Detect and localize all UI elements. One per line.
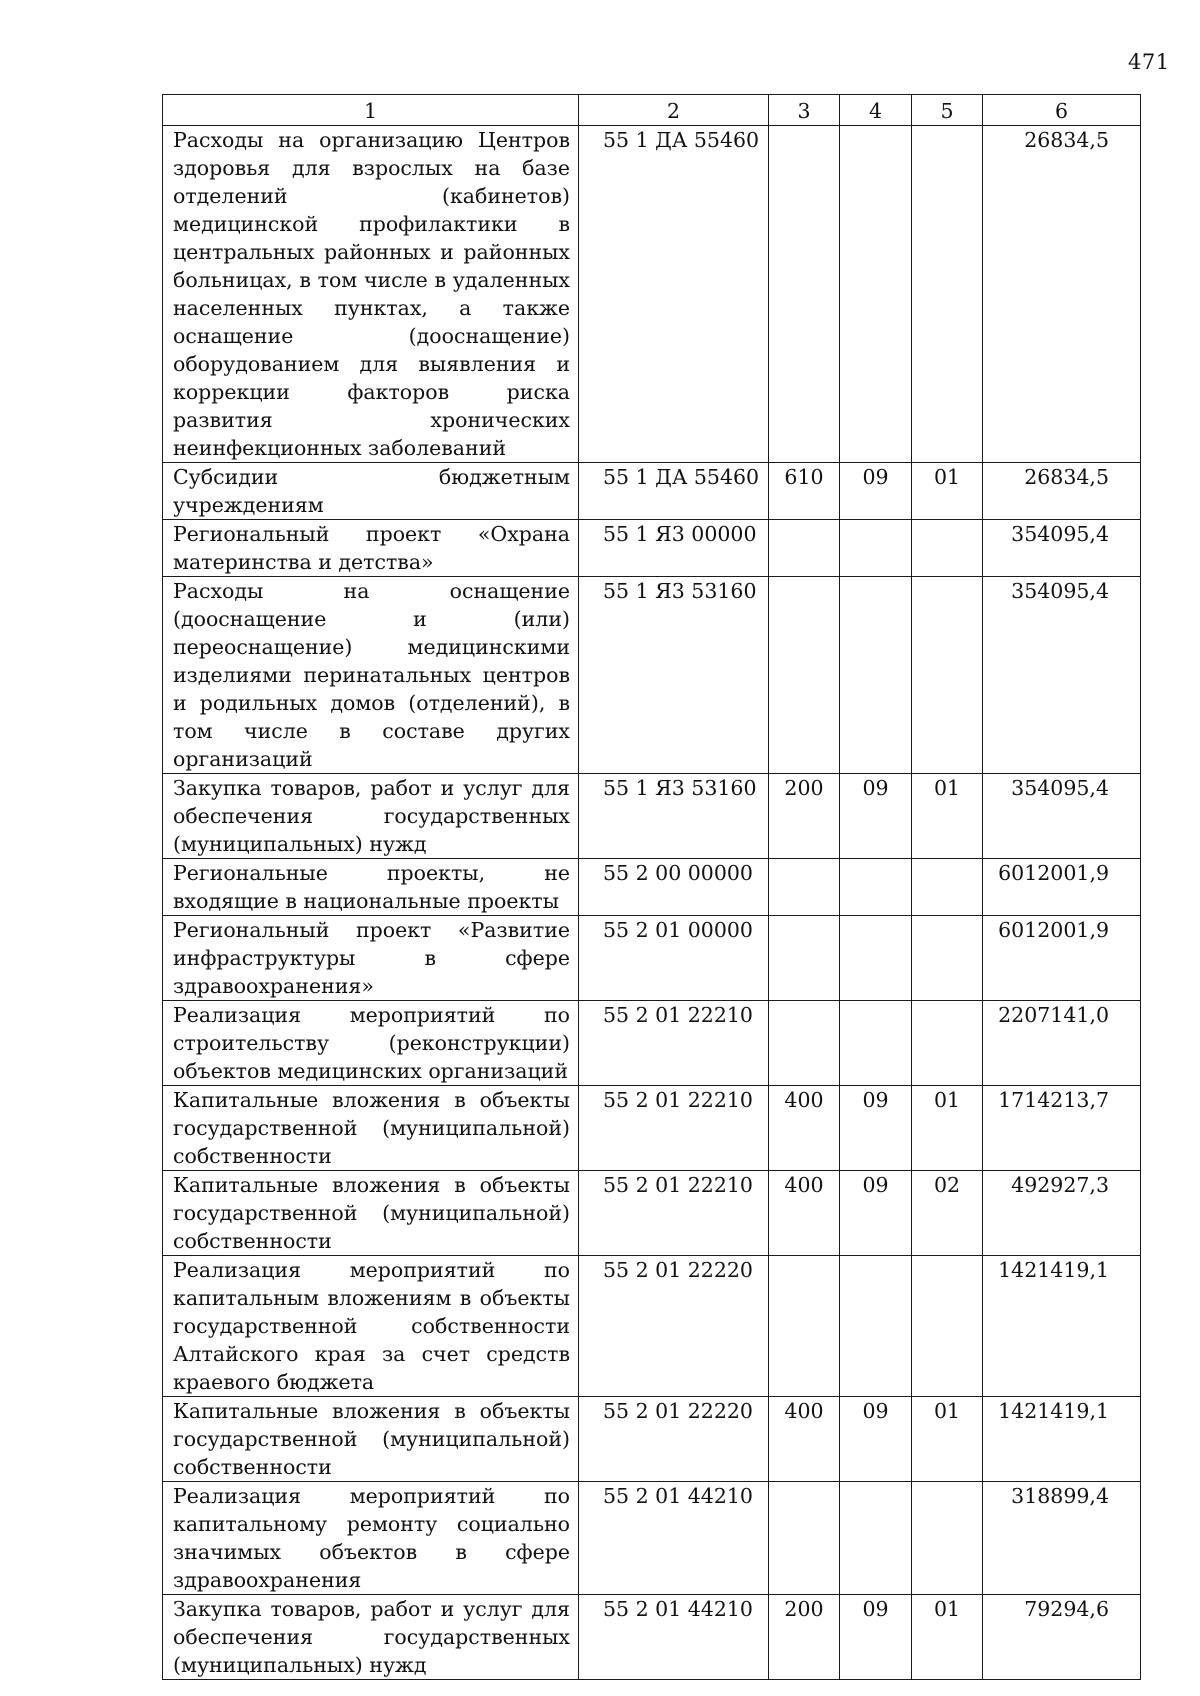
subsection-code [912,916,983,1001]
subsection-code [912,126,983,463]
header-col-1: 1 [163,95,579,126]
section-code: 09 [840,1171,912,1256]
section-code [840,859,912,916]
table-row [163,1256,1141,1397]
table-row [163,774,1141,859]
row-description: Расходы на оснащение (дооснащение и (или) переоснащение) медицинскими изделиями перинатальных центров и родильных домов (отделений), в том числе в составе других организаций [163,577,579,774]
amount-value: 6012001,9 [983,916,1141,1001]
table-row [163,1482,1141,1595]
expense-type-code [769,859,840,916]
row-description: Региональные проекты, не входящие в национальные проекты [163,859,579,916]
page-number: 471 [1128,50,1170,74]
table-body [163,126,1141,1680]
row-description: Закупка товаров, работ и услуг для обеспечения государственных (муниципальных) нужд [163,1595,579,1680]
amount-value: 2207141,0 [983,1001,1141,1086]
target-article-code: 55 2 01 22220 [579,1397,769,1482]
expense-type-code [769,916,840,1001]
subsection-code: 01 [912,463,983,520]
target-article-code: 55 2 01 22220 [579,1256,769,1397]
target-article-code: 55 1 ДА 55460 [579,463,769,520]
expense-type-code: 200 [769,1595,840,1680]
target-article-code: 55 2 01 22210 [579,1086,769,1171]
header-col-2: 2 [579,95,769,126]
expense-type-code: 200 [769,774,840,859]
section-code: 09 [840,774,912,859]
amount-value: 6012001,9 [983,859,1141,916]
section-code [840,1256,912,1397]
section-code [840,916,912,1001]
amount-value: 26834,5 [983,126,1141,463]
expense-type-code [769,520,840,577]
expense-type-code [769,1001,840,1086]
header-col-6: 6 [983,95,1141,126]
expense-type-code: 400 [769,1171,840,1256]
subsection-code [912,1482,983,1595]
budget-allocation-table [162,94,1141,1680]
section-code: 09 [840,1086,912,1171]
subsection-code [912,520,983,577]
row-description: Реализация мероприятий по капитальным вложениям в объекты государственной собственности Алтайского края за счет средств краевого бюджета [163,1256,579,1397]
table-row [163,1397,1141,1482]
target-article-code: 55 2 01 44210 [579,1482,769,1595]
row-description: Региональный проект «Развитие инфраструктуры в сфере здравоохранения» [163,916,579,1001]
expense-type-code [769,577,840,774]
target-article-code: 55 2 01 22210 [579,1001,769,1086]
amount-value: 26834,5 [983,463,1141,520]
table-header-row [163,95,1141,126]
row-description: Капитальные вложения в объекты государственной (муниципальной) собственности [163,1086,579,1171]
target-article-code: 55 2 01 00000 [579,916,769,1001]
subsection-code: 02 [912,1171,983,1256]
row-description: Реализация мероприятий по капитальному ремонту социально значимых объектов в сфере здравоохранения [163,1482,579,1595]
header-col-3: 3 [769,95,840,126]
section-code: 09 [840,463,912,520]
amount-value: 492927,3 [983,1171,1141,1256]
row-description: Закупка товаров, работ и услуг для обеспечения государственных (муниципальных) нужд [163,774,579,859]
section-code [840,1482,912,1595]
target-article-code: 55 2 01 44210 [579,1595,769,1680]
table-row [163,126,1141,463]
amount-value: 354095,4 [983,520,1141,577]
section-code [840,1001,912,1086]
expense-type-code: 400 [769,1086,840,1171]
section-code: 09 [840,1595,912,1680]
section-code: 09 [840,1397,912,1482]
subsection-code [912,859,983,916]
target-article-code: 55 1 ДА 55460 [579,126,769,463]
row-description: Расходы на организацию Центров здоровья для взрослых на базе отделений (кабинетов) медицинской профилактики в центральных районных и районных больницах, в том числе в удаленных населенных пунктах, а также оснащение (дооснащение) оборудованием для выявления и коррекции факторов риска развития хронических неинфекционных заболеваний [163,126,579,463]
table-row [163,1001,1141,1086]
row-description: Региональный проект «Охрана материнства и детства» [163,520,579,577]
target-article-code: 55 1 Я3 53160 [579,577,769,774]
table-row [163,859,1141,916]
amount-value: 354095,4 [983,774,1141,859]
header-col-5: 5 [912,95,983,126]
expense-type-code [769,1256,840,1397]
table-row [163,916,1141,1001]
target-article-code: 55 1 Я3 00000 [579,520,769,577]
subsection-code: 01 [912,1086,983,1171]
section-code [840,520,912,577]
table-row [163,463,1141,520]
row-description: Реализация мероприятий по строительству (реконструкции) объектов медицинских организаций [163,1001,579,1086]
subsection-code [912,1001,983,1086]
subsection-code: 01 [912,774,983,859]
amount-value: 1421419,1 [983,1397,1141,1482]
amount-value: 1421419,1 [983,1256,1141,1397]
table-row [163,577,1141,774]
expense-type-code: 610 [769,463,840,520]
expense-type-code: 400 [769,1397,840,1482]
table-row [163,1595,1141,1680]
amount-value: 318899,4 [983,1482,1141,1595]
table-row [163,520,1141,577]
table-row [163,1086,1141,1171]
section-code [840,126,912,463]
row-description: Субсидии бюджетным учреждениям [163,463,579,520]
subsection-code: 01 [912,1595,983,1680]
table-row [163,1171,1141,1256]
expense-type-code [769,1482,840,1595]
header-col-4: 4 [840,95,912,126]
row-description: Капитальные вложения в объекты государственной (муниципальной) собственности [163,1397,579,1482]
subsection-code [912,1256,983,1397]
row-description: Капитальные вложения в объекты государственной (муниципальной) собственности [163,1171,579,1256]
target-article-code: 55 2 00 00000 [579,859,769,916]
section-code [840,577,912,774]
amount-value: 1714213,7 [983,1086,1141,1171]
target-article-code: 55 2 01 22210 [579,1171,769,1256]
subsection-code: 01 [912,1397,983,1482]
amount-value: 79294,6 [983,1595,1141,1680]
target-article-code: 55 1 Я3 53160 [579,774,769,859]
amount-value: 354095,4 [983,577,1141,774]
expense-type-code [769,126,840,463]
subsection-code [912,577,983,774]
